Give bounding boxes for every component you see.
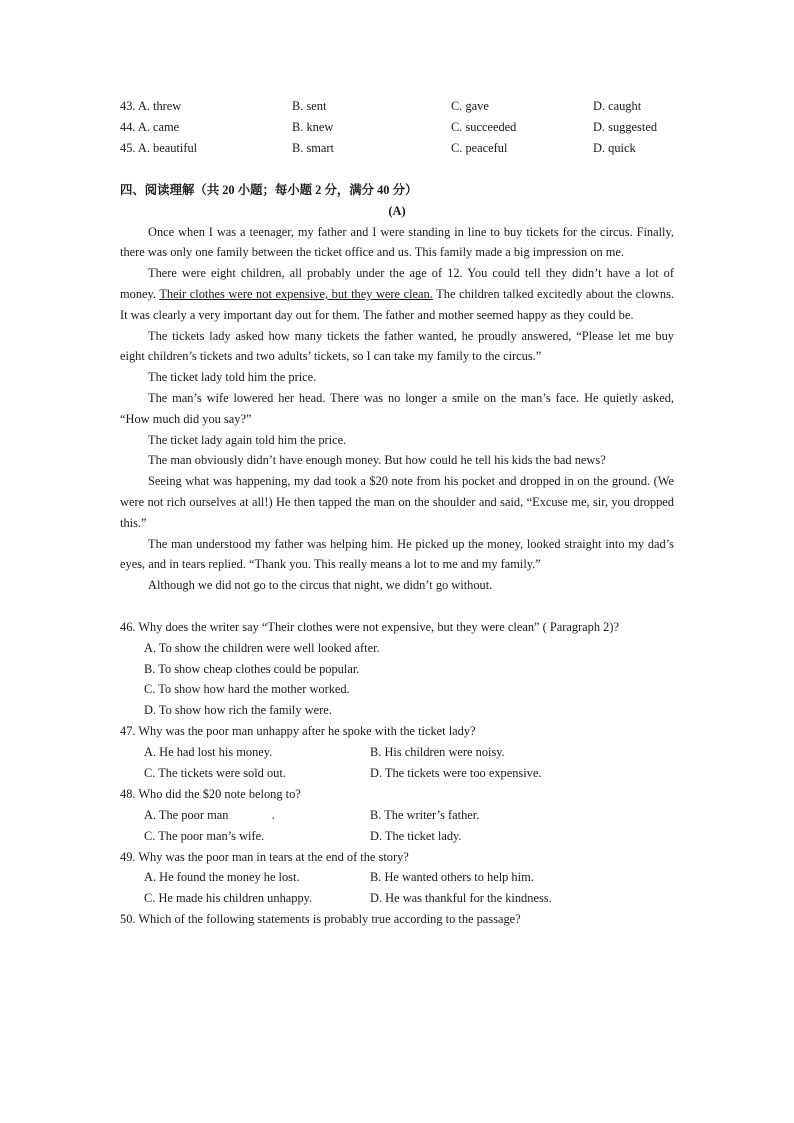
option-45-b: B. smart bbox=[292, 141, 334, 155]
passage bbox=[120, 222, 674, 596]
question-46-option-d: D. To show how rich the family were. bbox=[144, 703, 332, 718]
question-48 bbox=[120, 784, 674, 847]
question-47-option-a: A. He had lost his money. bbox=[144, 744, 273, 759]
paragraph-2 bbox=[120, 263, 674, 325]
question-46-option-a: A. To show the children were well looked after. bbox=[144, 640, 380, 655]
question-49 bbox=[120, 847, 674, 910]
question-47-options-ab bbox=[120, 742, 674, 763]
option-44-d: D. suggested bbox=[593, 120, 658, 134]
paragraph-6: The ticket lady again told him the price. bbox=[148, 432, 347, 447]
question-49-options-cd bbox=[120, 888, 674, 909]
question-46-option-b: B. To show cheap clothes could be popular. bbox=[144, 661, 360, 676]
question-46 bbox=[120, 617, 674, 721]
question-49-option-c: C. He made his children unhappy. bbox=[144, 891, 313, 906]
paragraph-7: The man obviously didn’t have enough money. But how could he tell his kids the bad news? bbox=[148, 453, 606, 468]
questions bbox=[120, 617, 674, 930]
option-45-c: C. peaceful bbox=[451, 141, 508, 155]
option-44-a: 44. A. came bbox=[120, 120, 180, 134]
page-content bbox=[120, 96, 674, 930]
question-47-option-b: B. His children were noisy. bbox=[370, 744, 505, 759]
paragraph-9: The man understood my father was helping him. He picked up the money, looked straight into my dad’s eyes, and in tears replied. “Thank you. This really means a lot to me and my family.” bbox=[120, 536, 674, 572]
underlined-sentence: Their clothes were not expensive, but they were clean. bbox=[159, 286, 433, 301]
question-48-option-d: D. The ticket lady. bbox=[370, 828, 462, 843]
paragraph-2-start: There were eight children, all probably under the age of 12. You could tell they didn’t have a lot of money. bbox=[120, 266, 674, 301]
option-43-b: B. sent bbox=[292, 99, 327, 113]
question-48-option-c: C. The poor man’s wife. bbox=[144, 828, 265, 843]
option-45-a: 45. A. beautiful bbox=[120, 141, 198, 155]
paragraph-4: The ticket lady told him the price. bbox=[148, 370, 317, 385]
paragraph-10: Although we did not go to the circus that night, we didn’t go without. bbox=[148, 578, 493, 593]
passage-title: (A) bbox=[388, 203, 406, 218]
question-49-option-d: D. He was thankful for the kindness. bbox=[370, 891, 552, 906]
paragraph-5: The man’s wife lowered her head. There was no longer a smile on the man’s face. He quietly asked, “How much did you say?” bbox=[120, 390, 674, 426]
question-48-text: 48. Who did the $20 note belong to? bbox=[120, 786, 301, 801]
question-47-text: 47. Why was the poor man unhappy after he spoke with the ticket lady? bbox=[120, 723, 476, 738]
option-44-c: C. succeeded bbox=[451, 120, 517, 134]
option-43-d: D. caught bbox=[593, 99, 642, 113]
question-46-option-c: C. To show how hard the mother worked. bbox=[144, 682, 350, 697]
paragraph-1: Once when I was a teenager, my father and I were standing in line to buy tickets for the circus. Finally, there was only one family between the ticket office and us. This family made a big impression on me. bbox=[120, 224, 674, 260]
option-row-43 bbox=[120, 96, 674, 117]
question-49-option-a: A. He found the money he lost. bbox=[144, 870, 300, 885]
question-47-option-d: D. The tickets were too expensive. bbox=[370, 765, 542, 780]
option-45-d: D. quick bbox=[593, 141, 636, 155]
question-50 bbox=[120, 909, 674, 930]
question-48-options-ab bbox=[120, 805, 674, 826]
question-50-text: 50. Which of the following statements is probably true according to the passage? bbox=[120, 912, 521, 927]
option-row-45 bbox=[120, 138, 674, 159]
question-47-option-c: C. The tickets were sold out. bbox=[144, 765, 286, 780]
paragraph-2-end: The children talked excitedly about the clowns. It was clearly a very important day out for them. The father and mother seemed happy as they could be. bbox=[120, 286, 674, 322]
question-47 bbox=[120, 721, 674, 784]
section-title: 四、阅读理解（共 20 小题；每小题 2 分，满分 40 分） bbox=[120, 183, 418, 197]
paragraph-3: The tickets lady asked how many tickets the father wanted, he proudly answered, “Please let me buy eight children’s tickets and two adults’ tickets, so I can take my family to the circus.” bbox=[120, 328, 674, 364]
paragraph-8: Seeing what was happening, my dad took a $20 note from his pocket and dropped in on the ground. (We were not rich ourselves at all!) He then tapped the man on the shoulder and said, “Excuse me, sir, you dropped this.” bbox=[120, 474, 674, 530]
option-43-a: 43. A. threw bbox=[120, 99, 182, 113]
option-44-b: B. knew bbox=[292, 120, 334, 134]
option-row-44 bbox=[120, 117, 674, 138]
question-48-options-cd bbox=[120, 826, 674, 847]
question-47-options-cd bbox=[120, 763, 674, 784]
question-49-options-ab bbox=[120, 867, 674, 888]
question-46-text: 46. Why does the writer say “Their clothes were not expensive, but they were clean” ( Paragraph 2)? bbox=[120, 619, 619, 634]
question-48-option-a: A. The poor man . bbox=[144, 807, 275, 822]
option-43-c: C. gave bbox=[451, 99, 489, 113]
question-48-option-b: B. The writer’s father. bbox=[370, 807, 480, 822]
question-49-text: 49. Why was the poor man in tears at the end of the story? bbox=[120, 849, 409, 864]
question-49-option-b: B. He wanted others to help him. bbox=[370, 870, 534, 885]
